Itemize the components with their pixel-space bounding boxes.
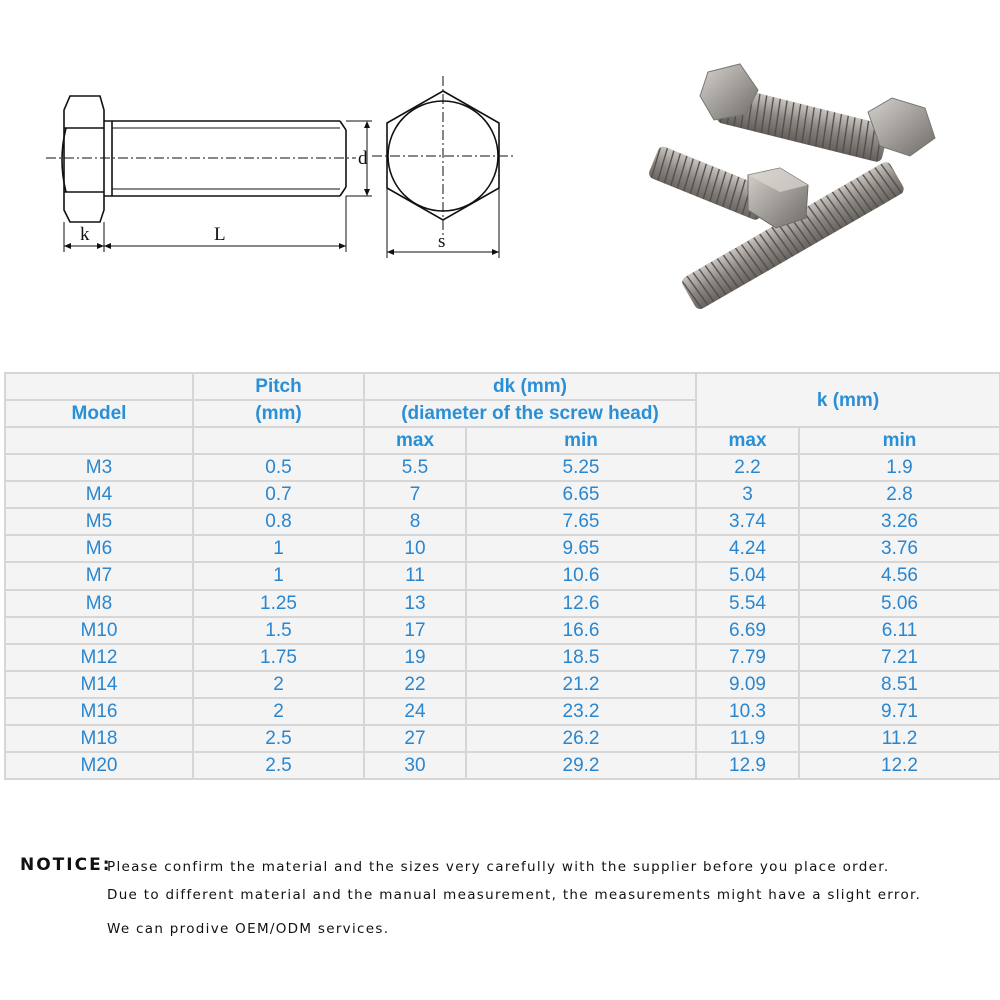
cell-k-min: 3.26 [799, 508, 1000, 535]
cell-dk-max: 30 [364, 752, 466, 779]
subheader-k-max: max [696, 427, 799, 454]
cell-k-max: 5.54 [696, 590, 799, 617]
cell-k-min: 4.56 [799, 562, 1000, 589]
header-pitch-line2: (mm) [193, 400, 364, 427]
cell-dk-max: 10 [364, 535, 466, 562]
bolt-spec-table [4, 372, 1000, 780]
cell-pitch: 0.8 [193, 508, 364, 535]
cell-dk-min: 6.65 [466, 481, 696, 508]
table-row [5, 481, 1000, 508]
cell-pitch: 2.5 [193, 725, 364, 752]
cell-dk-min: 5.25 [466, 454, 696, 481]
cell-dk-max: 5.5 [364, 454, 466, 481]
table-subheader-row [5, 427, 1000, 454]
cell-pitch: 1.5 [193, 617, 364, 644]
subheader-dk-max: max [364, 427, 466, 454]
cell-dk-min: 10.6 [466, 562, 696, 589]
cell-model: M3 [5, 454, 193, 481]
cell-dk-min: 7.65 [466, 508, 696, 535]
cell-dk-min: 18.5 [466, 644, 696, 671]
cell-dk-min: 26.2 [466, 725, 696, 752]
header-model-blank [5, 373, 193, 400]
table-row [5, 725, 1000, 752]
cell-dk-min: 23.2 [466, 698, 696, 725]
header-pitch-line1: Pitch [193, 373, 364, 400]
notice-title: NOTICE: [20, 855, 112, 875]
cell-k-max: 10.3 [696, 698, 799, 725]
cell-k-min: 12.2 [799, 752, 1000, 779]
cell-dk-max: 19 [364, 644, 466, 671]
cell-k-min: 8.51 [799, 671, 1000, 698]
cell-model: M6 [5, 535, 193, 562]
header-k: k (mm) [696, 373, 1000, 427]
cell-dk-min: 16.6 [466, 617, 696, 644]
table-row [5, 671, 1000, 698]
cell-pitch: 2 [193, 671, 364, 698]
cell-k-max: 3.74 [696, 508, 799, 535]
label-s: s [438, 231, 446, 252]
cell-model: M16 [5, 698, 193, 725]
cell-model: M20 [5, 752, 193, 779]
cell-k-max: 11.9 [696, 725, 799, 752]
notice-line-2: Due to different material and the manual measurement, the measurements might have a slight error. [107, 887, 922, 903]
label-k: k [80, 224, 90, 245]
label-L: L [214, 224, 226, 245]
cell-dk-min: 12.6 [466, 590, 696, 617]
cell-model: M18 [5, 725, 193, 752]
subheader-k-min: min [799, 427, 1000, 454]
subheader-blank [193, 427, 364, 454]
cell-dk-max: 7 [364, 481, 466, 508]
cell-k-max: 6.69 [696, 617, 799, 644]
subheader-dk-min: min [466, 427, 696, 454]
cell-k-min: 5.06 [799, 590, 1000, 617]
table-row [5, 617, 1000, 644]
cell-dk-max: 27 [364, 725, 466, 752]
bolt-technical-drawing [0, 0, 640, 340]
table-row [5, 508, 1000, 535]
cell-pitch: 0.7 [193, 481, 364, 508]
cell-k-min: 11.2 [799, 725, 1000, 752]
cell-k-max: 9.09 [696, 671, 799, 698]
table-row [5, 698, 1000, 725]
cell-pitch: 2 [193, 698, 364, 725]
cell-k-max: 12.9 [696, 752, 799, 779]
table-row [5, 562, 1000, 589]
cell-k-max: 2.2 [696, 454, 799, 481]
cell-k-min: 3.76 [799, 535, 1000, 562]
cell-k-min: 6.11 [799, 617, 1000, 644]
notice-line-3: We can prodive OEM/ODM services. [107, 921, 390, 937]
cell-model: M10 [5, 617, 193, 644]
cell-pitch: 1.25 [193, 590, 364, 617]
header-model: Model [5, 400, 193, 427]
header-dk-line1: dk (mm) [364, 373, 696, 400]
cell-dk-max: 22 [364, 671, 466, 698]
table-row [5, 535, 1000, 562]
cell-model: M8 [5, 590, 193, 617]
cell-model: M12 [5, 644, 193, 671]
cell-dk-max: 13 [364, 590, 466, 617]
subheader-blank [5, 427, 193, 454]
cell-dk-max: 11 [364, 562, 466, 589]
cell-k-min: 1.9 [799, 454, 1000, 481]
table-header-row [5, 373, 1000, 400]
label-d: d [358, 148, 368, 169]
cell-model: M14 [5, 671, 193, 698]
table-row [5, 590, 1000, 617]
notice-line-1: Please confirm the material and the sizes very carefully with the supplier before you place order. [107, 859, 890, 875]
table-row [5, 752, 1000, 779]
table-row [5, 644, 1000, 671]
cell-k-min: 9.71 [799, 698, 1000, 725]
cell-pitch: 2.5 [193, 752, 364, 779]
cell-model: M4 [5, 481, 193, 508]
cell-model: M7 [5, 562, 193, 589]
cell-k-max: 4.24 [696, 535, 799, 562]
cell-dk-min: 21.2 [466, 671, 696, 698]
cell-pitch: 0.5 [193, 454, 364, 481]
cell-pitch: 1.75 [193, 644, 364, 671]
cell-model: M5 [5, 508, 193, 535]
cell-pitch: 1 [193, 562, 364, 589]
header-dk-line2: (diameter of the screw head) [364, 400, 696, 427]
cell-k-min: 7.21 [799, 644, 1000, 671]
hex-bolts-photo [630, 50, 960, 330]
cell-dk-min: 9.65 [466, 535, 696, 562]
cell-dk-max: 17 [364, 617, 466, 644]
cell-k-max: 3 [696, 481, 799, 508]
cell-k-max: 7.79 [696, 644, 799, 671]
cell-pitch: 1 [193, 535, 364, 562]
cell-dk-max: 24 [364, 698, 466, 725]
cell-k-min: 2.8 [799, 481, 1000, 508]
cell-dk-min: 29.2 [466, 752, 696, 779]
cell-k-max: 5.04 [696, 562, 799, 589]
table-row [5, 454, 1000, 481]
cell-dk-max: 8 [364, 508, 466, 535]
